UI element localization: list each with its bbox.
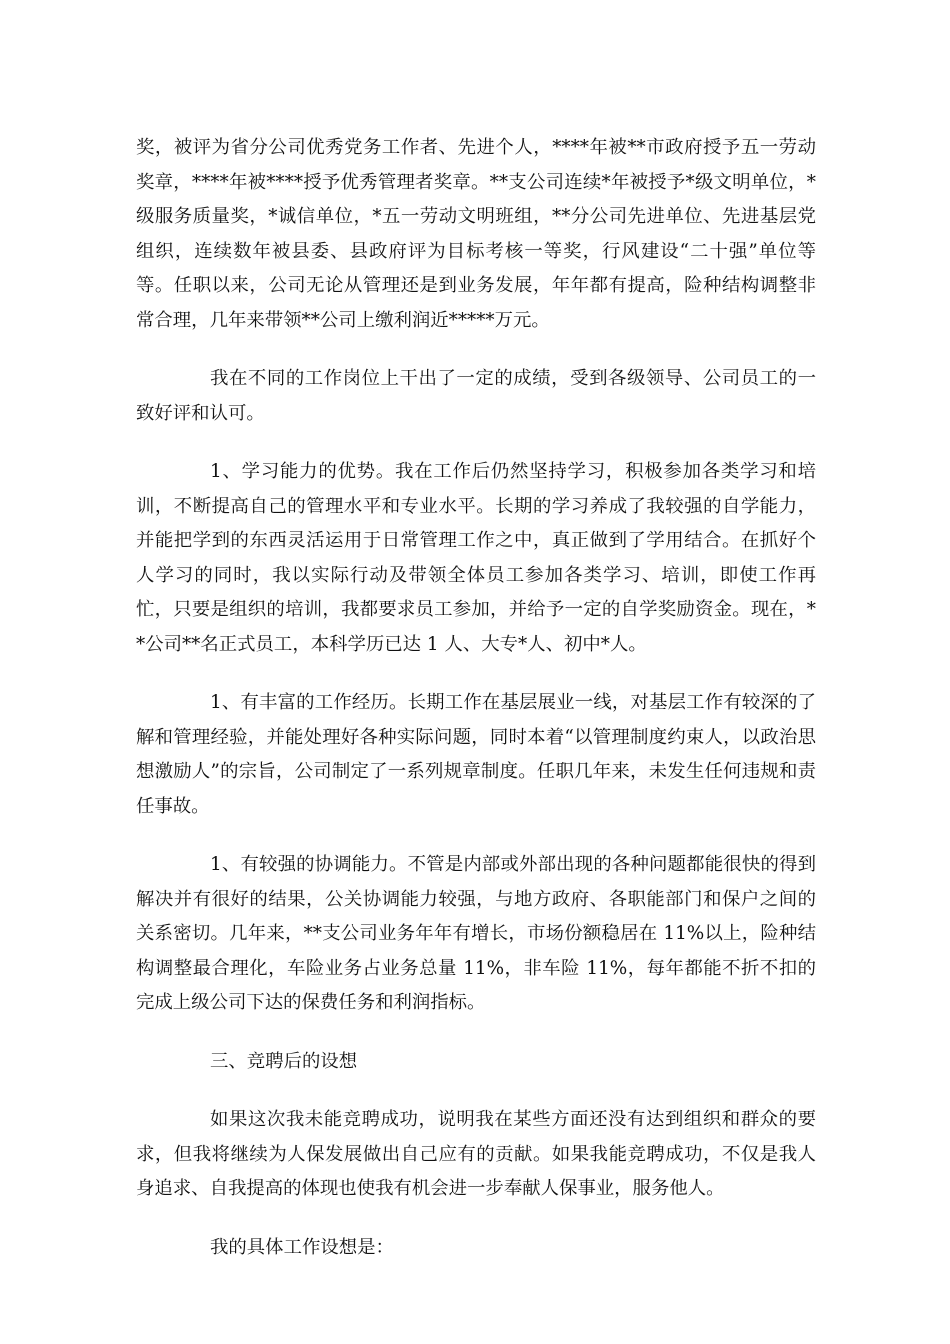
paragraph-awards: 奖，被评为省分公司优秀党务工作者、先进个人，****年被**市政府授予五一劳动奖章，****年被****授予优秀管理者奖章。**支公司连续*年被授予*级文明单位，*级服务质量奖，*诚信单位，*五一劳动文明班组，**分公司先进单位、先进基层党组织，连续数年被县委、县政府评为目标考核一等奖，行风建设“二十强”单位等等。任职以来，公司无论从管理还是到业务发展，年年都有提高，险种结构调整非常合理，几年来带领**公司上缴利润近*****万元。 bbox=[136, 137, 816, 331]
document-body bbox=[136, 131, 816, 1289]
paragraph-competition-outcome: 如果这次我未能竞聘成功，说明我在某些方面还没有达到组织和群众的要求，但我将继续为人保发展做出自己应有的贡献。如果我能竞聘成功，不仅是我人身追求、自我提高的体现也使我有机会进一步奉献人保事业，服务他人。 bbox=[136, 1109, 816, 1199]
paragraph-learning-ability: 1、学习能力的优势。我在工作后仍然坚持学习，积极参加各类学习和培训，不断提高自己的管理水平和专业水平。长期的学习养成了我较强的自学能力，并能把学到的东西灵活运用于日常管理工作之中，真正做到了学用结合。在抓好个人学习的同时，我以实际行动及带领全体员工参加各类学习、培训，即使工作再忙，只要是组织的培训，我都要求员工参加，并给予一定的自学奖励资金。现在，**公司**名正式员工，本科学历已达 1 人、大专*人、初中*人。 bbox=[136, 461, 816, 655]
paragraph-specific-plans-intro: 我的具体工作设想是： bbox=[210, 1236, 394, 1258]
paragraph-work-experience: 1、有丰富的工作经历。长期工作在基层展业一线，对基层工作有较深的了解和管理经验，并能处理好各种实际问题，同时本着“以管理制度约束人，以政治思想激励人”的宗旨，公司制定了一系列规章制度。任职几年来，未发生任何违规和责任事故。 bbox=[136, 692, 816, 817]
paragraph-achievements: 我在不同的工作岗位上干出了一定的成绩，受到各级领导、公司员工的一致好评和认可。 bbox=[136, 368, 816, 424]
paragraph-coordination-ability: 1、有较强的协调能力。不管是内部或外部出现的各种问题都能很快的得到解决并有很好的结果，公关协调能力较强，与地方政府、各职能部门和保户之间的关系密切。几年来，**支公司业务年年有增长，市场份额稳居在 11%以上，险种结构调整最合理化，车险业务占业务总量 11%，非车险 11%，每年都能不折不扣的完成上级公司下达的保费任务和利润指标。 bbox=[136, 854, 816, 1013]
section-heading-plans: 三、竞聘后的设想 bbox=[210, 1050, 358, 1072]
